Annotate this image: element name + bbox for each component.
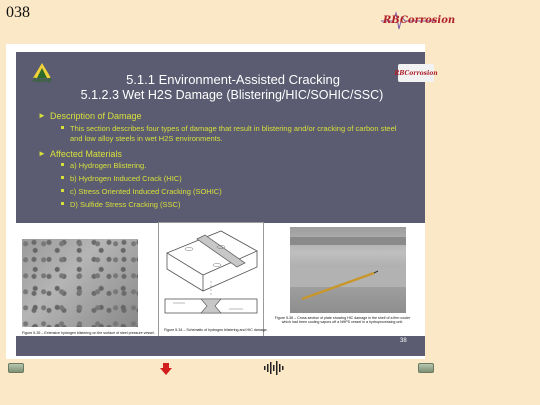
blistering-photo-image	[22, 239, 138, 327]
list-item	[70, 124, 398, 143]
figure-caption: Figure 5-34 – Schematic of hydrogen blistering and HIC damage.	[164, 328, 268, 332]
audio-waveform-icon[interactable]	[263, 361, 287, 375]
company-name: Abend	[32, 78, 52, 84]
list-item-text: c) Stress Oriented Induced Cracking (SOHIC)	[70, 187, 222, 196]
slide-subtitle: 5.1.2.3 Wet H2S Damage (Blistering/HIC/SOHIC/SSC)	[80, 88, 384, 102]
list-item-text: This section describes four types of damage that result in blistering and/or cracking of carbon steel and low alloy steels in wet H2S environments.	[70, 124, 397, 143]
list-item	[70, 174, 182, 184]
blistering-photo	[22, 239, 138, 327]
slide-logo: RBCorrosion	[398, 64, 434, 82]
list-item	[70, 187, 222, 197]
slide-banner	[16, 52, 438, 223]
figure-caption: Figure 5-35 – Extensive hydrogen blistering on the surface of steel pressure vessel.	[22, 331, 155, 335]
top-logo	[379, 9, 456, 33]
list-item	[70, 200, 180, 210]
slide	[6, 44, 438, 359]
slide-number: 38	[400, 338, 407, 344]
hic-crosssection-photo	[290, 227, 406, 313]
arrow-bullet-icon: ►	[38, 149, 46, 158]
list-item-text: b) Hydrogen Induced Crack (HIC)	[70, 174, 182, 183]
section-heading-text: Description of Damage	[50, 111, 142, 121]
page-number: 038	[6, 4, 30, 21]
square-bullet-icon	[61, 176, 64, 179]
top-logo-text: RBCorrosion	[383, 15, 456, 26]
down-arrow-icon[interactable]	[160, 363, 172, 375]
figure-caption: Figure 5-36 – Cross-section of plate showing HIC damage in the shell of a firm cooler which had been cooling vapors off a NHPS vessel in a hydroprocessing unit.	[274, 316, 411, 324]
square-bullet-icon	[61, 202, 64, 205]
previous-slide-button[interactable]	[8, 363, 24, 373]
hic-schematic	[158, 222, 264, 338]
slide-title: 5.1.1 Environment-Assisted Cracking	[126, 72, 340, 87]
next-slide-button[interactable]	[418, 363, 434, 373]
slide-footer	[16, 336, 425, 356]
list-item-text: D) Sulfide Stress Cracking (SSC)	[70, 200, 181, 209]
square-bullet-icon	[61, 189, 64, 192]
square-bullet-icon	[61, 163, 64, 166]
hic-schematic-drawing	[159, 223, 263, 329]
list-item	[70, 161, 146, 171]
arrow-bullet-icon: ►	[38, 111, 46, 120]
hic-crosssection-drawing	[290, 227, 406, 313]
list-item-text: a) Hydrogen Blistering.	[70, 161, 147, 170]
section-heading-text: Affected Materials	[50, 149, 122, 159]
square-bullet-icon	[61, 126, 64, 129]
